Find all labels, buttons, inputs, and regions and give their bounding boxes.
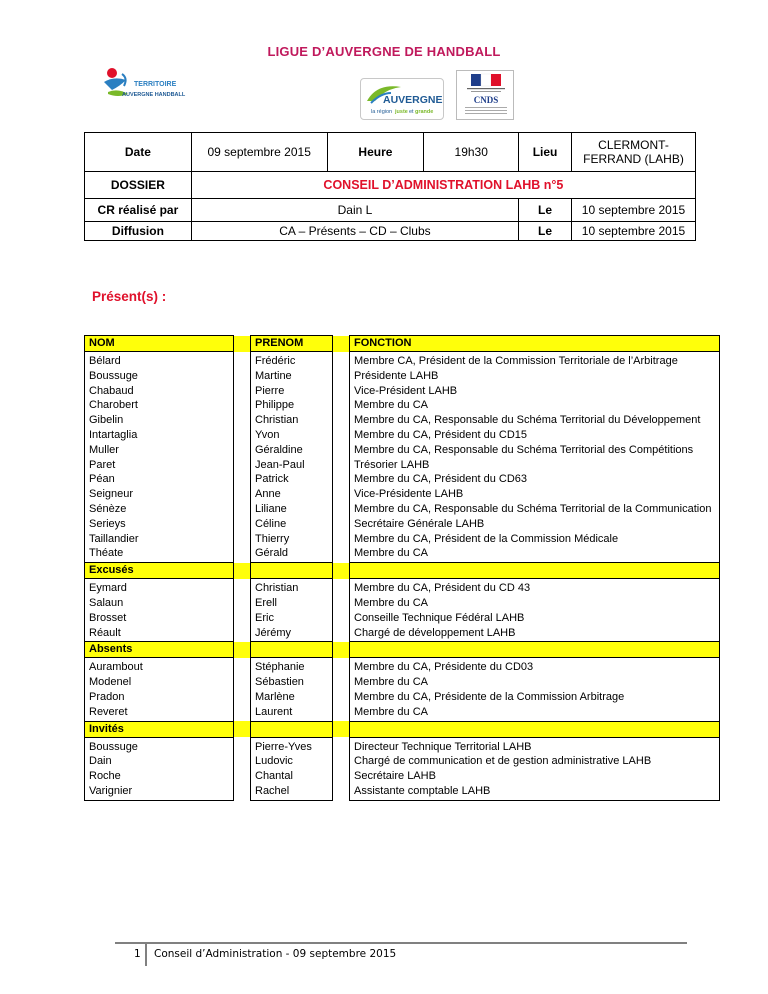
column-gap [333,658,350,721]
section-header-row [85,563,720,579]
lieu-value-line-2: FERRAND (LAHB) [583,152,684,166]
present-heading: Présent(s) : [92,289,167,304]
invites-nom-cell [85,737,234,800]
attendee-fonction: Membre du CA [354,676,428,689]
cnds-text: CNDS [473,95,499,105]
cr-row [85,199,696,222]
absents-nom-cell [85,658,234,721]
attendee-fonction: Directeur Technique Territorial LAHB [354,740,532,753]
attendee-prenom: Yvon [255,428,280,441]
dossier-label: DOSSIER [85,172,192,199]
attendee-fonction: Chargé de communication et de gestion administrative LAHB [354,755,652,768]
attendee-fonction: Secrétaire LAHB [354,770,436,783]
attendee-prenom: Eric [255,611,274,624]
heure-label: Heure [327,133,424,172]
presents-nom-cell [85,352,234,563]
invites-group [85,737,720,800]
presents-fonction-cell [350,352,720,563]
attendee-nom: Muller [89,443,119,456]
attendee-prenom: Pierre-Yves [255,740,312,753]
absents-group [85,658,720,721]
attendee-prenom: Anne [255,488,281,501]
attendee-prenom: Philippe [255,399,295,412]
attendee-fonction: Membre du CA, Responsable du Schéma Territorial des Compétitions [354,443,694,456]
attendee-nom: Eymard [89,582,127,595]
attendee-prenom: Liliane [255,502,287,515]
attendee-nom: Réault [89,626,121,639]
section-header-cell: Absents [85,642,234,658]
column-gap [333,563,350,579]
attendee-nom: Sénèze [89,502,127,515]
attendee-fonction: Conseille Technique Fédéral LAHB [354,611,525,624]
slogan-grande: grande [415,109,434,115]
column-gap [333,352,350,563]
diffusion-label: Diffusion [85,222,192,241]
attendee-fonction: Présidente LAHB [354,369,439,382]
presents-group [85,352,720,563]
auvergne-handball-text: AUVERGNE HANDBALL [122,92,186,98]
column-gap [234,579,251,642]
attendee-prenom: Frédéric [255,355,296,367]
le-value-1: 10 septembre 2015 [572,199,696,222]
cr-value: Dain L [191,199,518,222]
date-row [85,133,696,172]
meeting-info-table [84,132,696,241]
attendee-fonction: Membre du CA [354,705,428,718]
section-header-row [85,721,720,737]
attendee-nom: Péan [89,473,115,486]
attendee-fonction: Membre du CA [354,596,428,609]
absents-fonction-cell [350,658,720,721]
attendee-prenom: Patrick [255,473,289,486]
invites-prenom-cell [251,737,333,800]
section-header-empty [350,642,720,658]
excuses-nom-cell [85,579,234,642]
attendee-nom: Charobert [89,399,138,412]
le-label-2: Le [519,222,572,241]
excuses-group [85,579,720,642]
column-gap [234,563,251,579]
lieu-value [572,133,696,172]
excuses-prenom-cell [251,579,333,642]
attendee-prenom: Pierre [255,384,285,397]
attendee-nom: Salaun [89,596,124,609]
attendee-prenom: Jérémy [255,626,292,639]
lieu-value-line-1: CLERMONT- [598,138,669,152]
attendee-fonction: Membre du CA, Président du CD15 [354,428,528,441]
attendee-fonction: Membre du CA, Président de la Commission Médicale [354,532,619,545]
cr-label: CR réalisé par [85,199,192,222]
section-header-cell: FONCTION [350,336,720,352]
attendee-fonction: Assistante comptable LAHB [354,784,491,797]
slogan-et: et [409,109,414,115]
attendee-fonction: Chargé de développement LAHB [354,626,516,639]
attendee-nom: Boussuge [89,740,138,753]
attendee-fonction: Membre du CA [354,399,428,412]
attendee-nom: Boussuge [89,369,138,382]
column-gap [333,579,350,642]
section-header-cell: PRENOM [251,336,333,352]
attendee-fonction: Trésorier LAHB [354,458,430,471]
attendee-prenom: Stéphanie [255,661,305,674]
attendee-nom: Reveret [89,705,128,718]
column-gap [234,721,251,737]
attendee-fonction: Vice-Président LAHB [354,384,458,397]
attendee-fonction: Membre du CA, Présidente du CD03 [354,661,534,674]
section-header-cell: NOM [85,336,234,352]
section-header-empty [350,563,720,579]
column-gap [234,737,251,800]
slogan-region: la région [371,109,393,115]
document-title: LIGUE D’AUVERGNE DE HANDBALL [267,44,501,59]
attendee-nom: Serieys [89,517,126,530]
column-gap [333,721,350,737]
column-gap [333,737,350,800]
attendee-nom: Dain [89,755,112,768]
section-header-empty [251,721,333,737]
attendee-nom: Paret [89,458,116,471]
column-gap [234,658,251,721]
attendee-prenom: Thierry [255,532,290,545]
page-number: 1 [134,948,141,960]
attendee-fonction: Membre du CA, Présidente de la Commission Arbitrage [354,690,625,703]
attendee-prenom: Rachel [255,784,290,797]
territoire-handball-logo [100,64,210,106]
attendee-prenom: Christian [255,414,299,427]
attendee-prenom: Sébastien [255,676,304,689]
footer-separator [145,944,147,966]
section-header-empty [251,563,333,579]
attendee-nom: Taillandier [89,532,139,545]
footer-divider [115,942,687,944]
le-value-2: 10 septembre 2015 [572,222,696,241]
attendee-prenom: Marlène [255,690,295,703]
attendee-nom: Roche [89,770,121,783]
attendance-body [85,336,720,801]
attendee-prenom: Céline [255,517,287,530]
attendee-prenom: Chantal [255,770,293,783]
attendee-prenom: Erell [255,596,278,609]
attendee-prenom: Gérald [255,547,289,560]
attendee-nom: Pradon [89,690,125,703]
slogan-juste: juste [395,109,408,115]
attendee-nom: Varignier [89,784,133,797]
section-header-cell: Invités [85,721,234,737]
attendee-nom: Brosset [89,611,127,624]
column-gap [333,642,350,658]
section-header-cell: Excusés [85,563,234,579]
column-gap [234,336,251,352]
attendee-fonction: Membre du CA [354,547,428,560]
invites-fonction-cell [350,737,720,800]
attendee-prenom: Jean-Paul [255,458,305,471]
attendee-fonction: Membre CA, Président de la Commission Territoriale de l’Arbitrage [354,355,678,367]
attendee-nom: Théate [89,547,124,560]
presents-prenom-cell [251,352,333,563]
attendee-fonction: Secrétaire Générale LAHB [354,517,485,530]
attendee-fonction: Membre du CA, Président du CD63 [354,473,528,486]
date-value: 09 septembre 2015 [191,133,327,172]
dossier-row [85,172,696,199]
footer-text: Conseil d’Administration - 09 septembre 2015 [154,948,397,960]
cnds-logo [456,70,514,120]
attendee-nom: Chabaud [89,384,134,397]
section-header-empty [251,642,333,658]
column-gap [234,352,251,563]
heure-value: 19h30 [424,133,519,172]
attendee-nom: Modenel [89,676,132,689]
column-gap [234,642,251,658]
attendee-nom: Gibelin [89,414,124,427]
column-gap [333,336,350,352]
lieu-label: Lieu [519,133,572,172]
section-header-row [85,336,720,352]
auvergne-name-text: AUVERGNE [383,94,443,106]
attendee-prenom: Laurent [255,705,293,718]
dossier-value: CONSEIL D’ADMINISTRATION LAHB n°5 [191,172,695,199]
attendee-prenom: Ludovic [255,755,293,768]
attendee-prenom: Martine [255,369,292,382]
auvergne-region-logo [360,78,444,120]
attendee-prenom: Christian [255,582,299,595]
attendee-nom: Seigneur [89,488,134,501]
attendee-nom: Aurambout [89,661,143,674]
attendee-nom: Bélard [89,355,121,367]
attendee-fonction: Membre du CA, Responsable du Schéma Territorial du Développement [354,414,701,427]
section-header-row [85,642,720,658]
attendee-fonction: Vice-Présidente LAHB [354,488,464,501]
attendance-table [84,335,720,801]
attendee-nom: Intartaglia [89,428,138,441]
attendee-prenom: Géraldine [255,443,303,456]
attendee-fonction: Membre du CA, Responsable du Schéma Territorial de la Communication [354,502,712,515]
excuses-fonction-cell [350,579,720,642]
le-label-1: Le [519,199,572,222]
attendee-fonction: Membre du CA, Président du CD 43 [354,582,531,595]
territoire-text: TERRITOIRE [134,81,177,88]
section-header-empty [350,721,720,737]
diffusion-row [85,222,696,241]
diffusion-value: CA – Présents – CD – Clubs [191,222,518,241]
absents-prenom-cell [251,658,333,721]
date-label: Date [85,133,192,172]
